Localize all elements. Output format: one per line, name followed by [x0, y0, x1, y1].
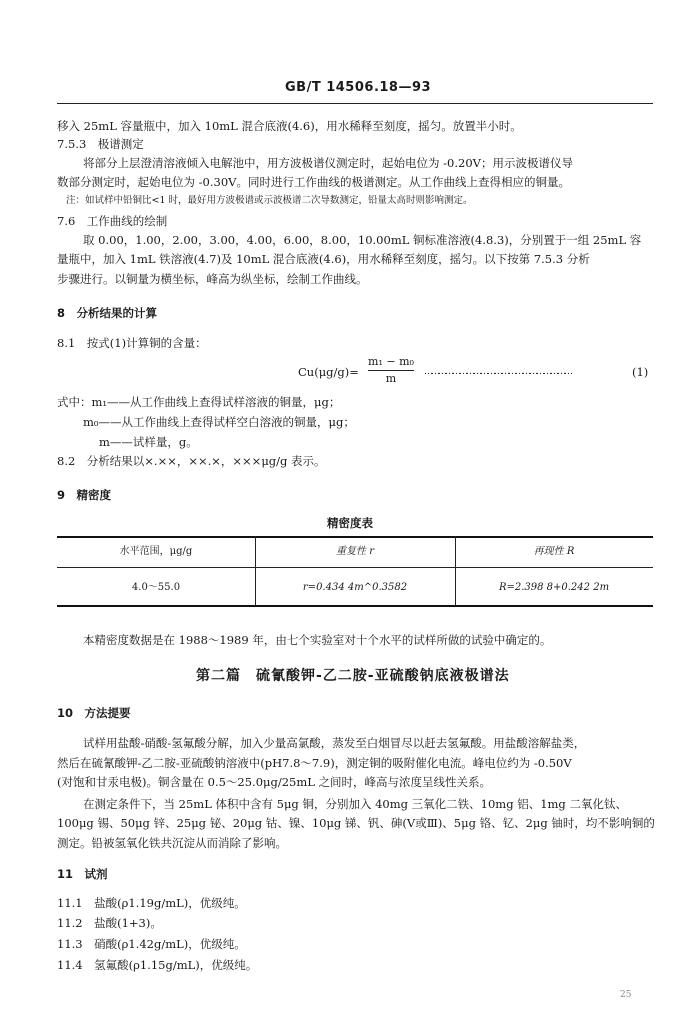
paragraph-line: 然后在硫氰酸钾-乙二胺-亚硫酸钠溶液中(pH7.8～7.9)，测定铜的吸附催化电流。峰电位约为 -0.50V [57, 756, 572, 770]
reagent-item: 11.1 盐酸(ρ1.19g/mL)，优级纯。 [57, 896, 246, 910]
paragraph-line: 将部分上层澄清溶液倾入电解池中，用方波极谱仪测定时，起始电位为 -0.20V；用示波极谱仪导 [83, 156, 573, 170]
formula-numerator: m₁ − m₀ [368, 355, 414, 368]
definition-line: 式中：m₁——从工作曲线上查得试样溶液的铜量，μg； [57, 395, 341, 409]
section-heading-8-1: 8.1 按式(1)计算铜的含量： [57, 336, 207, 350]
table-mid-rule [57, 567, 653, 568]
paragraph-line: 100μg 锡、50μg 锌、25μg 铋、20μg 钴、镍、10μg 锑、钒、砷(Ⅴ或Ⅲ)、5μg 铬、钇、2μg 铀时，均不影响铜的 [57, 816, 655, 830]
section-heading-10: 10 方法提要 [57, 706, 131, 720]
formula-number: (1) [632, 365, 649, 379]
reagent-item: 11.3 硝酸(ρ1.42g/mL)，优级纯。 [57, 937, 246, 951]
reagent-item: 11.4 氢氟酸(ρ1.15g/mL)，优级纯。 [57, 958, 258, 972]
section-heading-9: 9 精密度 [57, 488, 112, 502]
formula-leader-dots: ……………………………………………………… [424, 367, 571, 377]
table-cell: 4.0～55.0 [131, 582, 181, 593]
table-bottom-rule [57, 605, 653, 607]
paragraph-line: 取 0.00，1.00，2.00，3.00，4.00，6.00，8.00，10.00mL 铜标准溶液(4.8.3)，分别置于一组 25mL 容 [83, 233, 642, 247]
paragraph-line: 步骤进行。以铜量为横坐标，峰高为纵坐标，绘制工作曲线。 [57, 272, 368, 286]
note-text: 注：如试样中铅铜比<1 时，最好用方波极谱或示波极谱二次导数测定，铅量太高时则影响测定。 [66, 195, 473, 206]
definition-line: m₀——从工作曲线上查得试样空白溶液的铜量，μg； [83, 415, 355, 429]
paragraph-line: 在测定条件下，当 25mL 体积中含有 5μg 铜，分别加入 40mg 三氧化二铁、10mg 铝、1mg 二氧化钛、 [83, 797, 627, 811]
paragraph-line: 量瓶中，加入 1mL 铁溶液(4.7)及 10mL 混合底液(4.6)，用水稀释至刻度，摇匀。以下按第 7.5.3 分析 [57, 252, 590, 266]
part-title: 第二篇 硫氰酸钾-乙二胺-亚硫酸钠底液极谱法 [196, 668, 510, 684]
section-heading-7-6: 7.6 工作曲线的绘制 [57, 214, 168, 228]
paragraph-line: 试样用盐酸-硝酸-氢氟酸分解，加入少量高氯酸，蒸发至白烟冒尽以赶去氢氟酸。用盐酸溶解盐类， [83, 736, 586, 750]
formula-denominator: m [385, 372, 397, 385]
reagent-item: 11.2 盐酸(1+3)。 [57, 916, 162, 930]
page-number: 25 [620, 990, 632, 1000]
section-heading-7-5-3: 7.5.3 极谱测定 [57, 137, 144, 151]
table-header-cell: 水平范围，μg/g [119, 546, 193, 557]
page-header: GB/T 14506.18—93 [285, 80, 432, 95]
definition-line: m——试样量，g。 [99, 435, 198, 449]
paragraph-line: 数部分测定时，起始电位为 -0.30V。同时进行工作曲线的极谱测定。从工作曲线上查得相应的铜量。 [57, 175, 570, 189]
section-heading-8-2: 8.2 分析结果以×.××，××.×，×××μg/g 表示。 [57, 454, 326, 468]
formula-fraction-bar [368, 370, 414, 371]
table-header-cell: 重复性 r [336, 546, 374, 557]
section-heading-11: 11 试剂 [57, 867, 108, 881]
section-heading-8: 8 分析结果的计算 [57, 306, 158, 320]
paragraph-line: (对饱和甘汞电极)。铜含量在 0.5～25.0μg/25mL 之间时，峰高与浓度呈线性关系。 [57, 775, 492, 789]
header-rule [57, 103, 653, 104]
formula-lhs: Cu(μg/g)= [298, 365, 359, 379]
table-cell: r=0.434 4m^0.3582 [302, 582, 408, 593]
paragraph-line: 移入 25mL 容量瓶中，加入 10mL 混合底液(4.6)，用水稀释至刻度，摇匀。放置半小时。 [57, 119, 522, 133]
table-header-cell: 再现性 R [533, 546, 575, 557]
table-title: 精密度表 [327, 516, 373, 530]
table-footnote: 本精密度数据是在 1988～1989 年，由七个实验室对十个水平的试样所做的试验中确定的。 [83, 633, 552, 647]
table-cell: R=2.398 8+0.242 2m [498, 582, 610, 593]
paragraph-line: 测定。铅被氢氧化铁共沉淀从而消除了影响。 [57, 836, 287, 850]
table-top-rule [57, 536, 653, 538]
